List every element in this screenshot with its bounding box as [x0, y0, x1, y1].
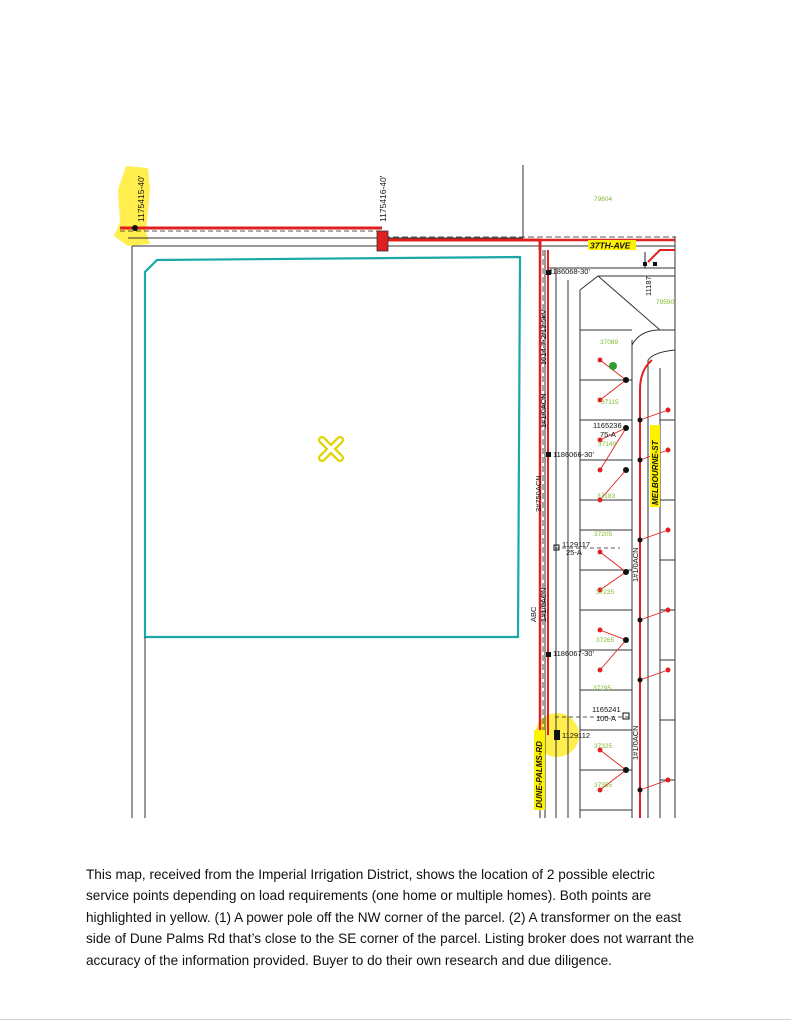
parcel-number-37355: 37355 — [594, 782, 613, 789]
transformer-marker — [554, 730, 560, 740]
parcel-number-79590: 79590 — [656, 299, 675, 306]
equipment-label-18: 1#1/0ACN — [631, 725, 640, 760]
street-label-melbourne-st: MELBOURNE-ST — [651, 440, 660, 505]
parcel-number-37235: 37235 — [596, 589, 615, 596]
parcel-number-37265: 37265 — [596, 637, 615, 644]
pole-marker-2 — [377, 231, 388, 251]
pole-label-2: 1175416-40' — [378, 175, 388, 222]
green-marker — [609, 362, 617, 370]
parcel-number-37295: 37295 — [593, 685, 612, 692]
equipment-label-7: 1186066-30' — [553, 450, 594, 459]
equipment-label-6: 75-A — [600, 430, 616, 439]
map-caption: This map, received from the Imperial Irrigation District, shows the location of 2 possible electric service points depending on load requirements (one home or multiple homes). Both points are highlighted in yellow. (1) A power pole off the NW corner of the parcel. (2) A transformer on the east side of Dune Palms Rd that’s close to the SE corner of the parcel. Listing broker does not warrant the accuracy of the information provided. Buyer to do their own research and due diligence. — [86, 866, 695, 968]
street-label-dune-palms-rd: DUNE-PALMS-RD — [535, 741, 544, 808]
parcel-number-37183: 37183 — [597, 493, 616, 500]
page-bottom-rule — [0, 1019, 791, 1020]
center-marker — [322, 440, 340, 458]
equipment-label-3: 1014-7-2/12.5kV — [539, 309, 548, 365]
equipment-label-4: 1#1/0ACN — [539, 393, 548, 428]
equipment-label-5: 1165236 — [593, 421, 622, 430]
equipment-label-13: 1#1/0ACN — [539, 587, 548, 622]
street-label-37th-ave: 37TH-AVE — [590, 240, 631, 251]
parcel-number-37325: 37325 — [594, 743, 613, 750]
equipment-label-15: 1165241 — [592, 705, 621, 714]
pole-markers — [132, 225, 657, 793]
equipment-label-12: ABC — [529, 606, 538, 622]
equipment-label-10: 25-A — [566, 548, 582, 557]
highlight-markers — [114, 166, 579, 757]
equipment-label-8: 3#750ACN — [534, 475, 543, 512]
street-lines — [128, 165, 675, 818]
equipment-label-2: 11187 — [644, 276, 653, 296]
transformer-marker-east — [623, 713, 629, 719]
pole-label-nw: 1175415-40' — [136, 175, 146, 222]
parcel-number-37149: 37149 — [598, 441, 617, 448]
parcel-number-37115: 37115 — [601, 399, 619, 406]
equipment-label-1: 1186068-30' — [549, 267, 590, 276]
equipment-label-11: 1#1/0ACN — [631, 547, 640, 582]
parcel-number-37089: 37089 — [600, 339, 619, 346]
equipment-label-14: 1186067-30' — [553, 649, 594, 658]
parcel-number-79604: 79604 — [594, 196, 613, 203]
parcel-number-37205: 37205 — [594, 531, 613, 538]
equipment-label-16: 100-A — [596, 714, 617, 723]
equipment-label-17: 1129112 — [562, 731, 591, 740]
equipment-label-9: 1129117 — [562, 540, 591, 549]
